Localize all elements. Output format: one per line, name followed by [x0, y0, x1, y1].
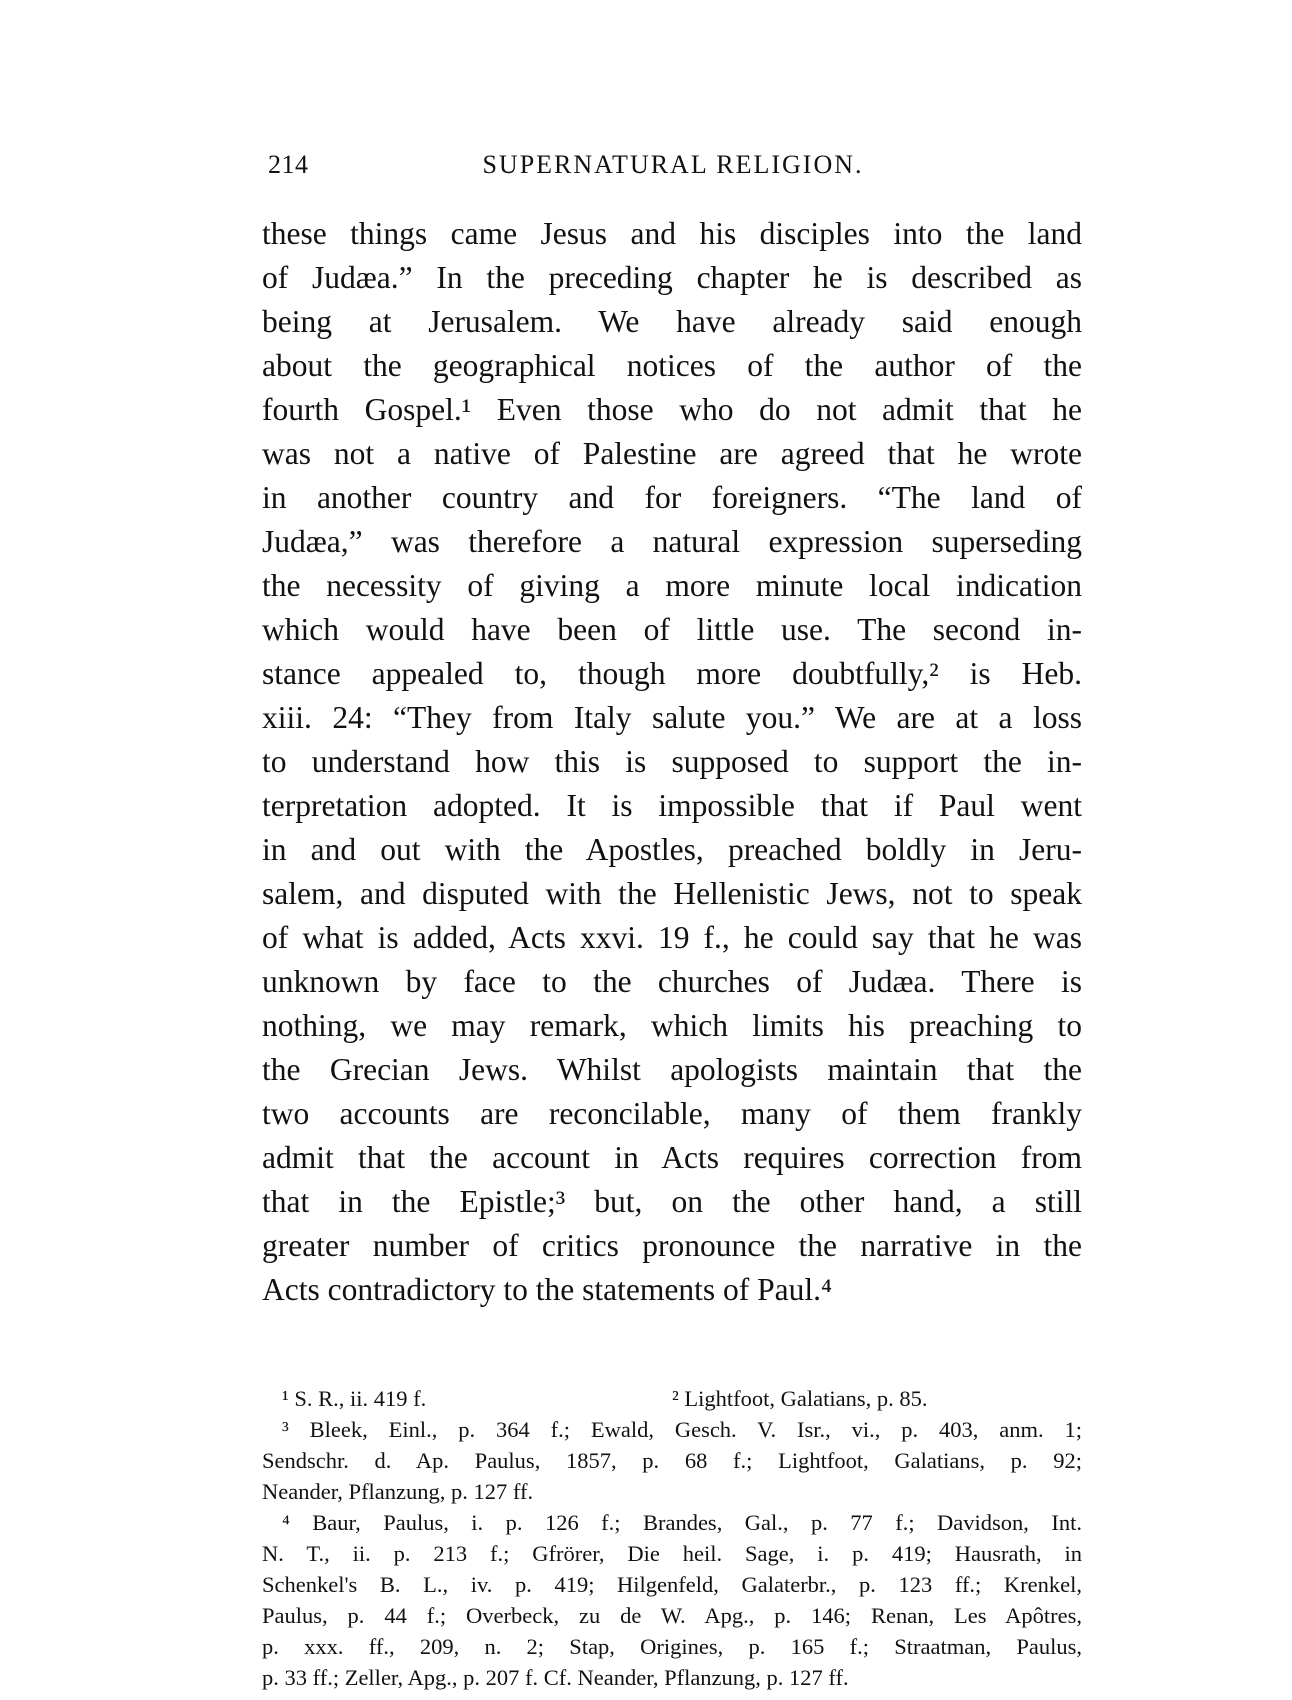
- text-line: of Judæa.” In the preceding chapter he is described as: [262, 260, 1082, 295]
- text-line: Judæa,” was therefore a natural expression superseding: [262, 524, 1082, 559]
- page-number: 214: [268, 150, 309, 179]
- footnote-4-line: Paulus, p. 44 f.; Overbeck, zu de W. Apg., p. 146; Renan, Les Apôtres,: [262, 1603, 1082, 1628]
- main-text: [262, 212, 1082, 1312]
- text-line: nothing, we may remark, which limits his preaching to: [262, 1008, 1082, 1043]
- footnote-4-line: N. T., ii. p. 213 f.; Gfrörer, Die heil. Sage, i. p. 419; Hausrath, in: [262, 1541, 1082, 1566]
- text-line: that in the Epistle;³ but, on the other hand, a still: [262, 1184, 1082, 1219]
- text-line: two accounts are reconcilable, many of them frankly: [262, 1096, 1082, 1131]
- text-line: the Grecian Jews. Whilst apologists maintain that the: [262, 1052, 1082, 1087]
- text-line: admit that the account in Acts requires correction from: [262, 1140, 1082, 1175]
- footnote-row-1-2: [262, 1383, 1082, 1414]
- text-line: about the geographical notices of the author of the: [262, 348, 1082, 383]
- text-line: in another country and for foreigners. “The land of: [262, 480, 1082, 515]
- footnote-3-line: Neander, Pflanzung, p. 127 ff.: [262, 1479, 534, 1504]
- text-line: being at Jerusalem. We have already said enough: [262, 304, 1082, 339]
- footnote-3-line: ³ Bleek, Einl., p. 364 f.; Ewald, Gesch. V. Isr., vi., p. 403, anm. 1;: [282, 1417, 1082, 1442]
- page-header: [268, 150, 1078, 190]
- footnote-4-line: p. xxx. ff., 209, n. 2; Stap, Origines, p. 165 f.; Straatman, Paulus,: [262, 1634, 1082, 1659]
- text-line: in and out with the Apostles, preached boldly in Jeru-: [262, 832, 1082, 867]
- footnotes: [262, 1383, 1082, 1693]
- text-line: terpretation adopted. It is impossible that if Paul went: [262, 788, 1082, 823]
- text-line: salem, and disputed with the Hellenistic Jews, not to speak: [262, 876, 1082, 911]
- footnote-3-line: Sendschr. d. Ap. Paulus, 1857, p. 68 f.; Lightfoot, Galatians, p. 92;: [262, 1448, 1082, 1473]
- text-line: Acts contradictory to the statements of Paul.⁴: [262, 1272, 832, 1307]
- text-line: was not a native of Palestine are agreed that he wrote: [262, 436, 1082, 471]
- text-line: greater number of critics pronounce the narrative in the: [262, 1228, 1082, 1263]
- footnote-1: ¹ S. R., ii. 419 f.: [282, 1386, 427, 1411]
- text-line: stance appealed to, though more doubtfully,² is Heb.: [262, 656, 1082, 691]
- footnote-4-line: p. 33 ff.; Zeller, Apg., p. 207 f. Cf. Neander, Pflanzung, p. 127 ff.: [262, 1665, 849, 1690]
- text-line: these things came Jesus and his disciples into the land: [262, 216, 1082, 251]
- text-line: which would have been of little use. The second in-: [262, 612, 1082, 647]
- text-line: to understand how this is supposed to support the in-: [262, 744, 1082, 779]
- text-line: fourth Gospel.¹ Even those who do not admit that he: [262, 392, 1082, 427]
- text-line: unknown by face to the churches of Judæa. There is: [262, 964, 1082, 999]
- text-line: of what is added, Acts xxvi. 19 f., he could say that he was: [262, 920, 1082, 955]
- text-line: xiii. 24: “They from Italy salute you.” We are at a loss: [262, 700, 1082, 735]
- running-title: SUPERNATURAL RELIGION.: [482, 150, 864, 179]
- text-line: the necessity of giving a more minute local indication: [262, 568, 1082, 603]
- footnote-4-line: Schenkel's B. L., iv. p. 419; Hilgenfeld, Galaterbr., p. 123 ff.; Krenkel,: [262, 1572, 1082, 1597]
- footnote-2: ² Lightfoot, Galatians, p. 85.: [672, 1386, 928, 1411]
- footnote-4-line: ⁴ Baur, Paulus, i. p. 126 f.; Brandes, Gal., p. 77 f.; Davidson, Int.: [282, 1510, 1082, 1535]
